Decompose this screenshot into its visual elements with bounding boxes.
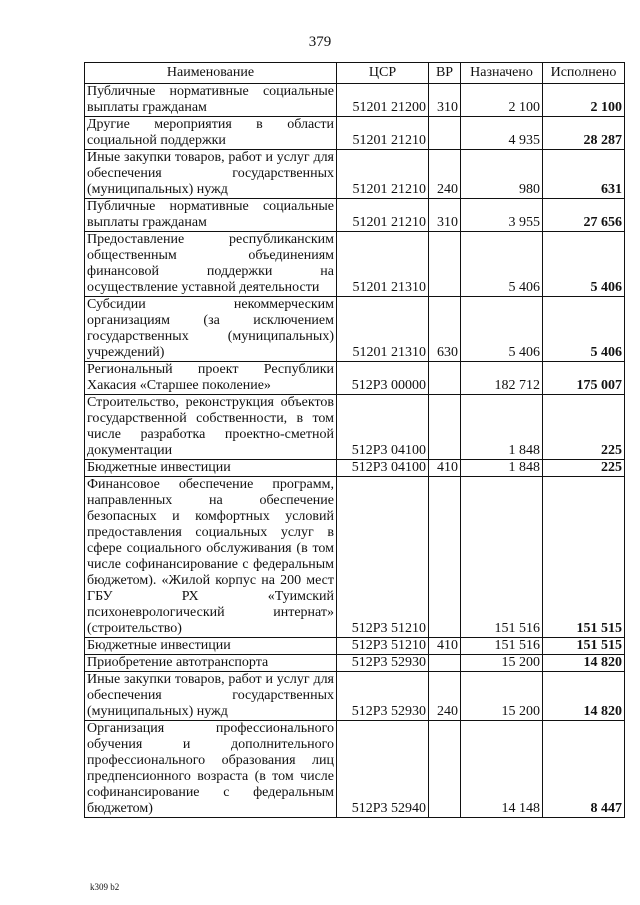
cell-name: Строительство, реконструкция объектов государственной собственности, в том числе разработка проектно-сметной документации: [85, 395, 337, 460]
cell-vr: 240: [429, 672, 461, 721]
table-row: [85, 638, 625, 655]
cell-executed: 151 515: [543, 477, 625, 638]
table-row: [85, 117, 625, 150]
cell-vr: [429, 477, 461, 638]
table-row: [85, 655, 625, 672]
table-row: [85, 460, 625, 477]
cell-csr: 512Р3 52940: [337, 721, 429, 818]
header-vr: ВР: [429, 63, 461, 84]
cell-csr: 512Р3 51210: [337, 477, 429, 638]
table-row: [85, 477, 625, 638]
cell-name: Финансовое обеспечение программ, направленных на обеспечение безопасных и комфортных условий предоставления социальных услуг в сфере социального обслуживания (в том числе софинансирование с федеральным бюджетом). «Жилой корпус на 200 мест ГБУ РХ «Туимский психоневрологический интернат» (строительство): [85, 477, 337, 638]
cell-executed: 2 100: [543, 84, 625, 117]
cell-assigned: 2 100: [461, 84, 543, 117]
cell-executed: 14 820: [543, 655, 625, 672]
cell-csr: 51201 21210: [337, 117, 429, 150]
table-row: [85, 721, 625, 818]
header-assigned: Назначено: [461, 63, 543, 84]
cell-csr: 51201 21310: [337, 232, 429, 297]
cell-vr: [429, 655, 461, 672]
cell-csr: 512Р3 04100: [337, 460, 429, 477]
cell-assigned: 4 935: [461, 117, 543, 150]
cell-csr: 51201 21210: [337, 150, 429, 199]
cell-assigned: 15 200: [461, 655, 543, 672]
cell-name: Публичные нормативные социальные выплаты гражданам: [85, 199, 337, 232]
footer-code: k309 b2: [90, 882, 120, 892]
table-row: [85, 232, 625, 297]
cell-name: Бюджетные инвестиции: [85, 638, 337, 655]
cell-name: Организация профессионального обучения и дополнительного профессионального образования лиц предпенсионного возраста (в том числе софинансирование с федеральным бюджетом): [85, 721, 337, 818]
cell-name: Региональный проект Республики Хакасия «Старшее поколение»: [85, 362, 337, 395]
cell-name: Бюджетные инвестиции: [85, 460, 337, 477]
cell-executed: 5 406: [543, 232, 625, 297]
cell-executed: 631: [543, 150, 625, 199]
cell-executed: 225: [543, 395, 625, 460]
cell-csr: 51201 21310: [337, 297, 429, 362]
table-row: [85, 362, 625, 395]
cell-executed: 151 515: [543, 638, 625, 655]
cell-csr: 51201 21210: [337, 199, 429, 232]
cell-assigned: 1 848: [461, 460, 543, 477]
table-row: [85, 297, 625, 362]
cell-assigned: 14 148: [461, 721, 543, 818]
cell-executed: 8 447: [543, 721, 625, 818]
cell-csr: 512Р3 00000: [337, 362, 429, 395]
cell-assigned: 151 516: [461, 638, 543, 655]
cell-name: Другие мероприятия в области социальной поддержки: [85, 117, 337, 150]
cell-executed: 28 287: [543, 117, 625, 150]
table-row: [85, 199, 625, 232]
cell-vr: [429, 721, 461, 818]
cell-vr: [429, 395, 461, 460]
cell-csr: 512Р3 04100: [337, 395, 429, 460]
cell-executed: 5 406: [543, 297, 625, 362]
cell-assigned: 3 955: [461, 199, 543, 232]
cell-name: Предоставление республиканским общественным объединениям финансовой поддержки на осуществление уставной деятельности: [85, 232, 337, 297]
cell-vr: 310: [429, 84, 461, 117]
cell-name: Иные закупки товаров, работ и услуг для обеспечения государственных (муниципальных) нужд: [85, 672, 337, 721]
cell-assigned: 1 848: [461, 395, 543, 460]
page-number: 379: [308, 34, 332, 50]
cell-csr: 512Р3 52930: [337, 672, 429, 721]
cell-vr: 410: [429, 460, 461, 477]
table-row: [85, 150, 625, 199]
cell-csr: 512Р3 51210: [337, 638, 429, 655]
cell-csr: 51201 21200: [337, 84, 429, 117]
cell-assigned: 15 200: [461, 672, 543, 721]
cell-csr: 512Р3 52930: [337, 655, 429, 672]
header-executed: Исполнено: [543, 63, 625, 84]
budget-table: [84, 62, 625, 818]
cell-assigned: 5 406: [461, 297, 543, 362]
cell-name: Публичные нормативные социальные выплаты гражданам: [85, 84, 337, 117]
header-csr: ЦСР: [337, 63, 429, 84]
cell-assigned: 151 516: [461, 477, 543, 638]
table-row: [85, 672, 625, 721]
cell-vr: 410: [429, 638, 461, 655]
cell-vr: [429, 362, 461, 395]
cell-executed: 14 820: [543, 672, 625, 721]
cell-vr: 240: [429, 150, 461, 199]
cell-vr: 310: [429, 199, 461, 232]
table-row: [85, 84, 625, 117]
cell-vr: [429, 117, 461, 150]
cell-vr: 630: [429, 297, 461, 362]
table-row: [85, 395, 625, 460]
cell-assigned: 5 406: [461, 232, 543, 297]
cell-name: Иные закупки товаров, работ и услуг для обеспечения государственных (муниципальных) нужд: [85, 150, 337, 199]
cell-name: Приобретение автотранспорта: [85, 655, 337, 672]
cell-executed: 175 007: [543, 362, 625, 395]
cell-assigned: 182 712: [461, 362, 543, 395]
table-body: [85, 84, 625, 818]
cell-vr: [429, 232, 461, 297]
header-name: Наименование: [85, 63, 337, 84]
cell-assigned: 980: [461, 150, 543, 199]
cell-executed: 27 656: [543, 199, 625, 232]
table-header-row: [85, 63, 625, 84]
cell-executed: 225: [543, 460, 625, 477]
cell-name: Субсидии некоммерческим организациям (за исключением государственных (муниципальных) учреждений): [85, 297, 337, 362]
